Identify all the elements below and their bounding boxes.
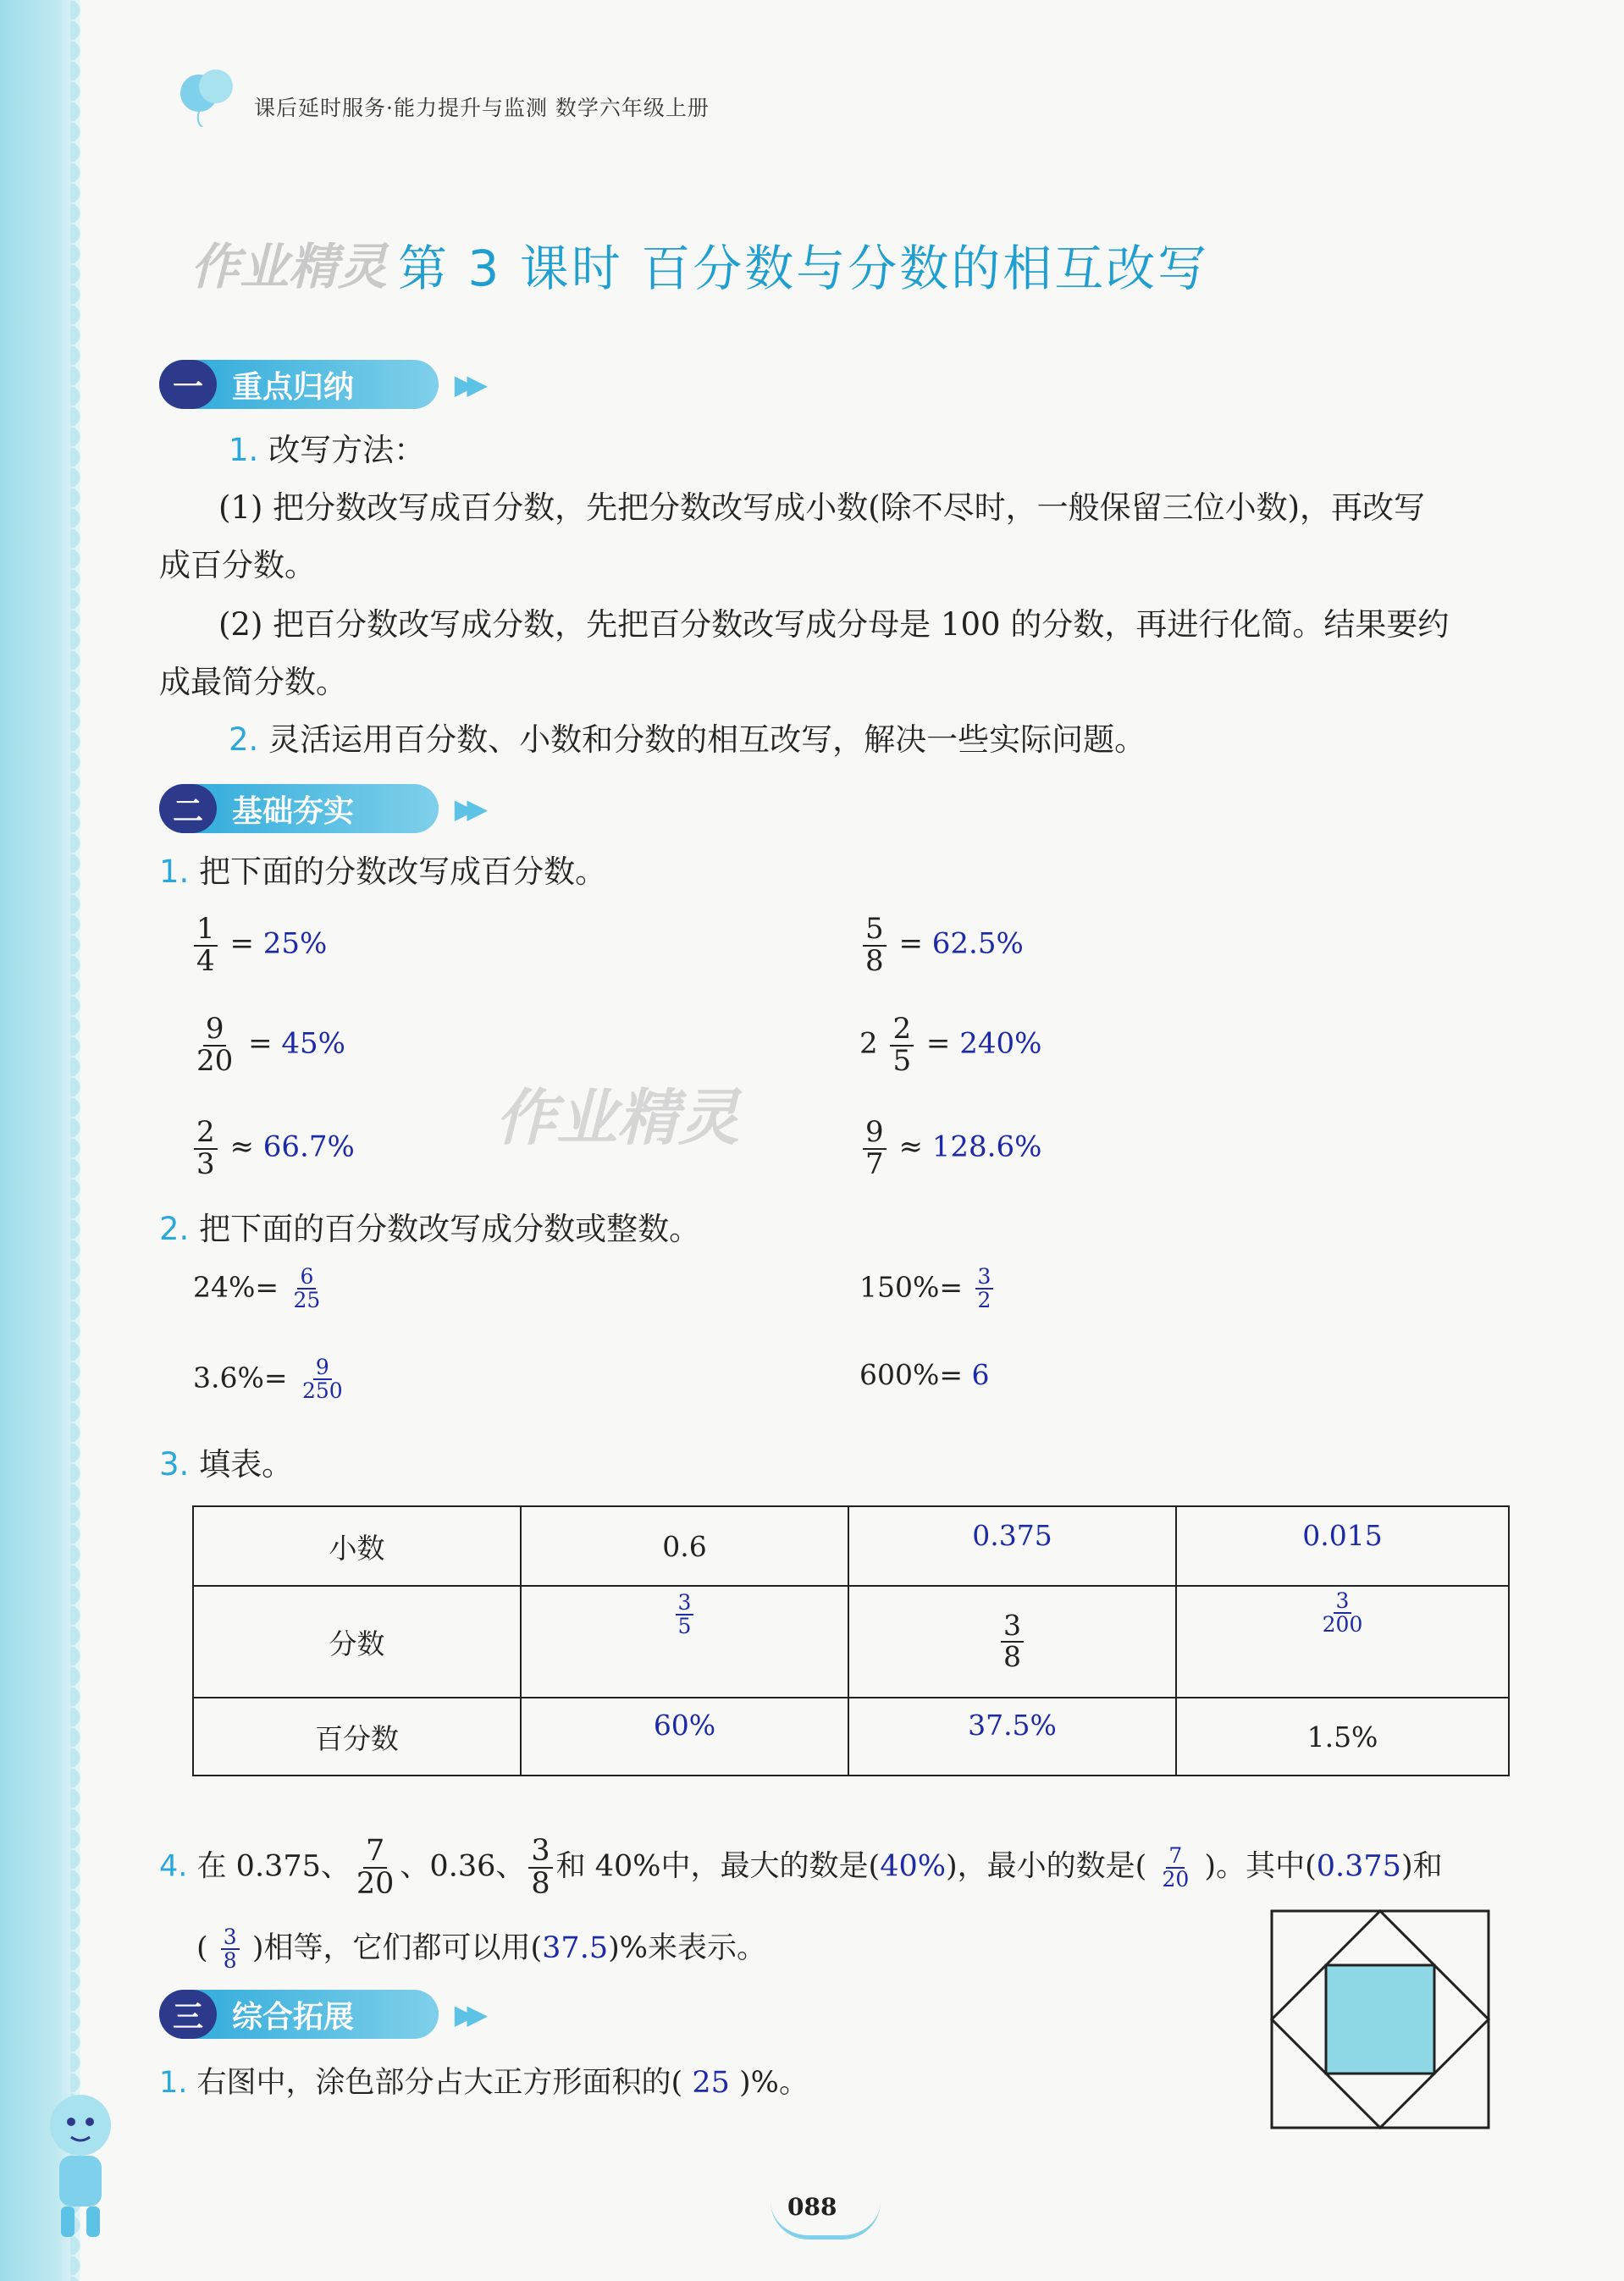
fraction-cell-1: $\frac{3}{5}$ — [521, 1586, 848, 1698]
section-banner-extension — [159, 1990, 479, 2039]
watermark-logo: 作业精灵 — [191, 238, 388, 295]
summary-rule-2: (2) 把百分数改写成分数，先把百分数改写成分母是 100 的分数，再进行化简。结果要约 — [218, 606, 1450, 643]
summary-rule-2-cont: 成最简分数。 — [159, 664, 347, 700]
q1-item-4: 2 $\frac{2}{5}$ = 240% — [859, 1012, 1042, 1078]
summary-rule-1: (1) 把分数改写成百分数，先把分数改写成小数(除不尽时，一般保留三位小数)，再改写 — [218, 489, 1426, 526]
question-3-prompt: 3. 填表。 — [159, 1446, 294, 1483]
q2-item-3: 3.6%= $\frac{9}{250}$ — [193, 1355, 343, 1404]
percent-cell-3: 1.5% — [1176, 1698, 1509, 1776]
q2-item-1: 24%= $\frac{6}{25}$ — [193, 1264, 321, 1313]
balloon-icon — [174, 59, 241, 127]
header-text: 课后延时服务·能力提升与监测 数学六年级上册 — [254, 96, 710, 120]
decimal-cell-2: 0.375 — [848, 1506, 1176, 1586]
summary-point-1: 1. 改写方法： — [229, 432, 426, 468]
section-number: 一 — [159, 360, 217, 409]
question-1-prompt: 1. 把下面的分数改写成百分数。 — [159, 853, 607, 890]
boy-mascot-icon — [34, 2083, 135, 2244]
page-number: 088 — [787, 2193, 837, 2221]
summary-rule-1-cont: 成百分数。 — [159, 547, 316, 583]
percent-cell-1: 60% — [521, 1698, 848, 1776]
section-banner-key-points — [159, 360, 479, 409]
shaded-inner-square — [1326, 1965, 1434, 2074]
section-banner-basics — [159, 784, 479, 833]
double-arrow-icon: ▶▶ — [454, 793, 479, 825]
nested-squares-figure — [1270, 1909, 1490, 2129]
question-4-line-2: ( $\frac{3}{8}$ )相等，它们都可以用(37.5)%来表示。 — [196, 1925, 767, 1974]
page-title: 第 3 课时 百分数与分数的相互改写 — [398, 240, 1210, 297]
q1-item-1: $\frac{1}{4}$ = 25% — [191, 914, 327, 976]
question-2-prompt: 2. 把下面的百分数改写成分数或整数。 — [159, 1211, 701, 1247]
conversion-table — [192, 1505, 1510, 1776]
summary-point-2: 2. 灵活运用百分数、小数和分数的相互改写，解决一些实际问题。 — [229, 721, 1146, 758]
table-row-decimal — [193, 1506, 1509, 1586]
section-label: 重点归纳 — [232, 369, 355, 405]
section-number: 三 — [159, 1990, 217, 2039]
watermark-logo-center: 作业精灵 — [495, 1082, 740, 1153]
decimal-cell-1: 0.6 — [521, 1506, 848, 1586]
q1-item-6: $\frac{9}{7}$ ≈ 128.6% — [859, 1118, 1041, 1179]
table-row-percent — [193, 1698, 1509, 1776]
q2-item-2: 150%= $\frac{3}{2}$ — [859, 1266, 997, 1312]
decimal-cell-3: 0.015 — [1176, 1506, 1509, 1586]
section-number: 二 — [159, 784, 217, 833]
section-label: 基础夯实 — [232, 793, 355, 829]
question-extension-1: 1. 右图中，涂色部分占大正方形面积的( 25 )%。 — [159, 2066, 809, 2100]
row-label-fraction: 分数 — [193, 1586, 521, 1698]
double-arrow-icon: ▶▶ — [454, 368, 479, 400]
left-decorative-strip — [0, 0, 80, 2281]
double-arrow-icon: ▶▶ — [454, 1998, 479, 2030]
q1-item-2: $\frac{5}{8}$ = 62.5% — [859, 914, 1024, 976]
percent-cell-2: 37.5% — [848, 1698, 1176, 1776]
question-4-line-1: 4. 在 0.375、 $\frac{7}{20}$ 、0.36、 $\frac{3}{8}$ 和 40%中，最大的数是(40%)，最小的数是( $\frac{7}{20}$ )。其中(0.375)和 — [159, 1834, 1443, 1901]
q2-item-4: 600%= 6 — [859, 1358, 990, 1391]
table-row-fraction — [193, 1586, 1509, 1698]
q1-item-5: $\frac{2}{3}$ ≈ 66.7% — [191, 1118, 355, 1179]
row-label-percent: 百分数 — [193, 1698, 521, 1776]
section-label: 综合拓展 — [232, 1999, 355, 2035]
row-label-decimal: 小数 — [193, 1506, 521, 1586]
fraction-cell-3: $\frac{3}{200}$ — [1176, 1586, 1509, 1698]
q1-item-3: $\frac{9}{20}$ = 45% — [196, 1012, 345, 1078]
fraction-cell-2: $\frac{3}{8}$ — [848, 1586, 1176, 1698]
